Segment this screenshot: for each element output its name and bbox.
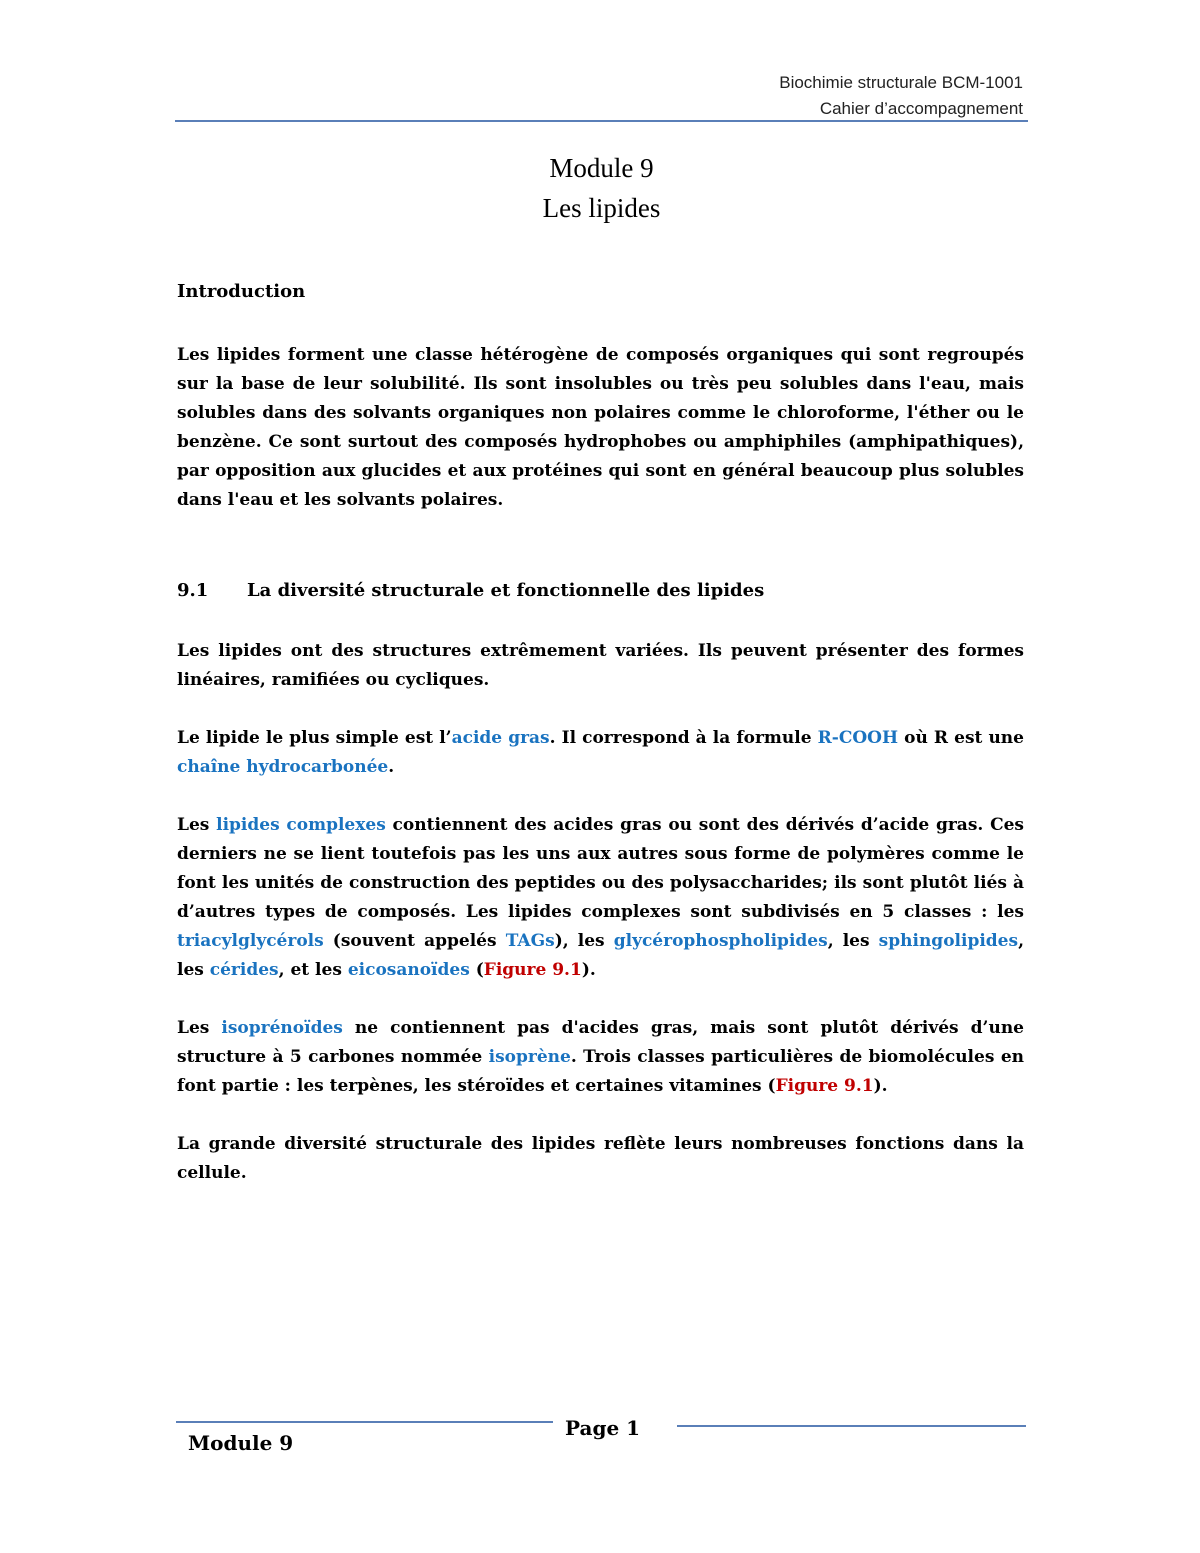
paragraph-isoprenoides: Les isoprénoïdes ne contiennent pas d'acides gras, mais sont plutôt dérivés d’une structure à 5 carbones nommée isoprène. Trois classes particulières de biomolécules en font partie : les terpènes, les stéroïdes et certaines vitamines (Figure 9.1). [177, 1018, 1024, 1096]
section-title: La diversité structurale et fonctionnelle des lipides [247, 580, 765, 601]
page-title [175, 148, 1028, 228]
section-number: 9.1 [177, 580, 209, 601]
keyword-tags: TAGs [505, 931, 555, 951]
keyword-sphingolipides: sphingolipides [878, 931, 1019, 951]
header-course: Biochimie structurale BCM-1001 [779, 73, 1023, 92]
keyword-eicosanoides: eicosanoïdes [347, 960, 470, 980]
paragraph-conclusion: La grande diversité structurale des lipides reflète leurs nombreuses fonctions dans la cellule. [177, 1134, 1024, 1183]
intro-paragraph: Les lipides forment une classe hétérogène de composés organiques qui sont regroupés sur la base de leur solubilité. Ils sont insolubles ou très peu solubles dans l'eau, mais solubles dans des solvants organiques non polaires comme le chloroforme, l'éther ou le benzène. Ce sont surtout des composés hydrophobes ou amphiphiles (amphipathiques), par opposition aux glucides et aux protéines qui sont en général beaucoup plus solubles dans l'eau et les solvants polaires. [177, 345, 1024, 510]
keyword-cerides: cérides [209, 960, 279, 980]
header-rule [175, 120, 1028, 122]
footer-module: Module 9 [188, 1431, 294, 1455]
module-title: Module 9 [549, 153, 654, 183]
keyword-triacylglycerols: triacylglycérols [177, 931, 324, 951]
section-heading [177, 575, 1024, 607]
keyword-isoprenoides: isoprénoïdes [221, 1018, 343, 1038]
running-header [779, 70, 1023, 122]
figure-reference[interactable]: Figure 9.1 [775, 1076, 874, 1096]
keyword-lipides-complexes: lipides complexes [216, 815, 386, 835]
keyword-isoprene: isoprène [488, 1047, 571, 1067]
page-number: Page 1 [565, 1416, 641, 1440]
body-content [177, 275, 1024, 1188]
subject-title: Les lipides [542, 193, 661, 223]
paragraph-lipides-complexes: Les lipides complexes contiennent des acides gras ou sont des dérivés d’acide gras. Ces derniers ne se lient toutefois pas les uns aux autres sous forme de polymères comme le font les unités de construction des peptides ou des polysaccharides; ils sont plutôt liés à d’autres types de composés. Les lipides complexes sont subdivisés en 5 classes : les triacylglycérols (souvent appelés TAGs), les glycérophospholipides, les sphingolipides, les cérides, et les eicosanoïdes (Figure 9.1). [177, 815, 1024, 980]
figure-reference[interactable]: Figure 9.1 [483, 960, 582, 980]
keyword-acide-gras: acide gras [451, 728, 550, 748]
paragraph-acide-gras: Le lipide le plus simple est l’acide gras. Il correspond à la formule R-COOH où R est une chaîne hydrocarbonée. [177, 728, 1024, 777]
keyword-chaine: chaîne hydrocarbonée [177, 757, 389, 777]
footer-rule [176, 1421, 553, 1423]
keyword-formula: R-COOH [817, 728, 899, 748]
intro-heading: Introduction [177, 281, 306, 302]
header-subtitle: Cahier d’accompagnement [819, 99, 1023, 118]
footer-rule [677, 1425, 1026, 1427]
keyword-glycerophospholipides: glycérophospholipides [613, 931, 828, 951]
paragraph-structures: Les lipides ont des structures extrêmement variées. Ils peuvent présenter des formes linéaires, ramifiées ou cycliques. [177, 641, 1024, 690]
